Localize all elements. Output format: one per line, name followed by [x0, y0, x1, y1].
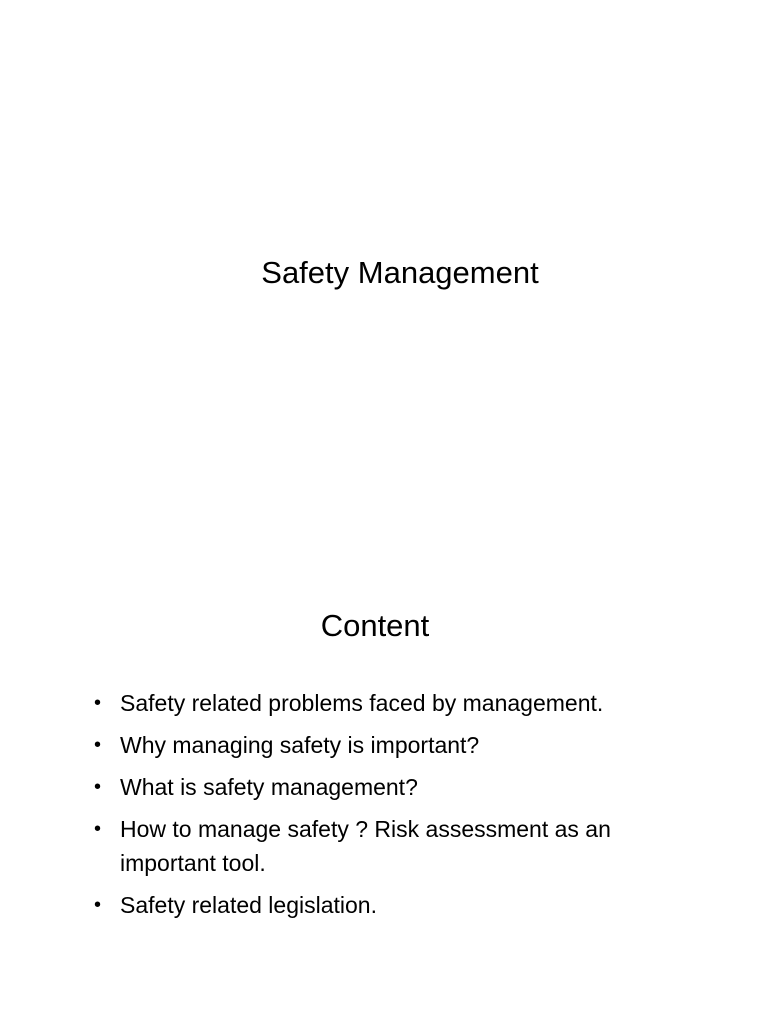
list-item	[94, 686, 654, 720]
list-item	[94, 770, 654, 804]
bullet-text: Safety related legislation.	[120, 892, 377, 918]
list-item	[94, 888, 654, 922]
bullet-icon: •	[94, 692, 102, 714]
bullet-icon: •	[94, 894, 102, 916]
bullet-list	[94, 686, 654, 930]
list-item	[94, 728, 654, 762]
slide-title: Safety Management	[261, 255, 539, 290]
bullet-text: How to manage safety ? Risk assessment as an important tool.	[120, 816, 611, 876]
bullet-text: What is safety management?	[120, 774, 418, 800]
bullet-text: Why managing safety is important?	[120, 732, 480, 758]
bullet-icon: •	[94, 818, 102, 840]
bullet-icon: •	[94, 734, 102, 756]
content-slide	[0, 512, 768, 1024]
content-heading: Content	[320, 608, 430, 643]
bullet-icon: •	[94, 776, 102, 798]
bullet-text: Safety related problems faced by management.	[120, 690, 604, 716]
list-item	[94, 812, 654, 880]
